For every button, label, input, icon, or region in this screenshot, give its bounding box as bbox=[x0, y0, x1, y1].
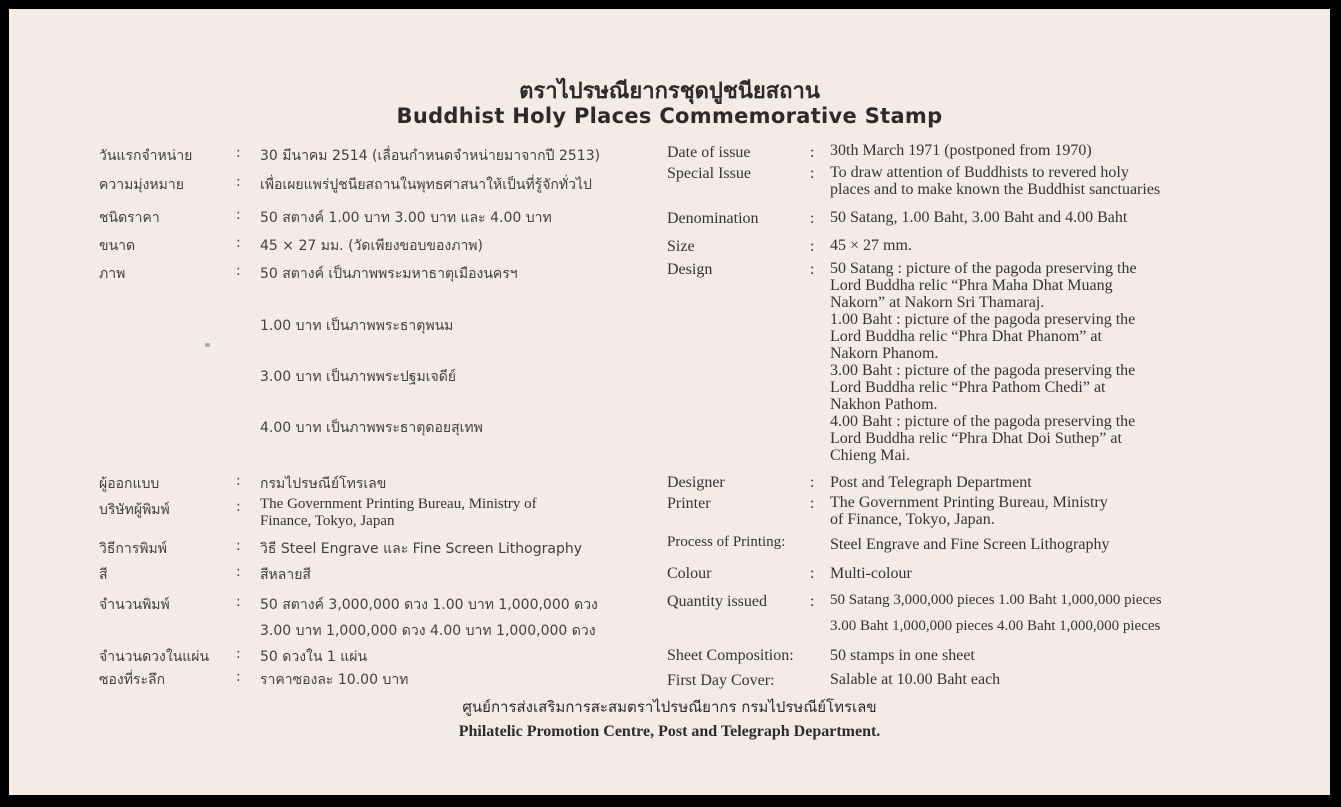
thai-quantity-2: 3.00 บาท 1,000,000 ดวง 4.00 บาท 1,000,000 ดวง bbox=[260, 623, 596, 639]
en-sheet-label: Sheet Composition: bbox=[667, 647, 794, 664]
en-colour-label: Colour bbox=[667, 565, 712, 582]
en-issue-value: 30th March 1971 (postponed from 1970) bbox=[830, 142, 1092, 159]
separator: : bbox=[810, 165, 815, 182]
title-thai: ตราไปรษณียากรชุดปูชนียสถาน bbox=[519, 79, 820, 104]
separator: : bbox=[810, 261, 815, 278]
separator: : bbox=[810, 565, 815, 582]
en-quantity-1: 50 Satang 3,000,000 pieces 1.00 Baht 1,000,000 pieces bbox=[830, 592, 1162, 608]
thai-design-2: 1.00 บาท เป็นภาพพระธาตุพนม bbox=[260, 318, 454, 334]
en-printer-label: Printer bbox=[667, 495, 711, 512]
separator: : bbox=[236, 594, 241, 610]
en-purpose-value: To draw attention of Buddhists to revered holy places and to make known the Buddhist sanctuaries bbox=[830, 164, 1161, 198]
en-designer-label: Designer bbox=[667, 474, 725, 491]
thai-fdc-label: ซองที่ระลึก bbox=[99, 672, 166, 688]
thai-purpose-label: ความมุ่งหมาย bbox=[99, 177, 184, 193]
thai-denom-value: 50 สตางค์ 1.00 บาท 3.00 บาท และ 4.00 บาท bbox=[260, 210, 552, 226]
en-purpose-label: Special Issue bbox=[667, 165, 751, 182]
thai-designer-value: กรมไปรษณีย์โทรเลข bbox=[260, 476, 387, 492]
separator: : bbox=[236, 174, 241, 190]
thai-sheet-value: 50 ดวงใน 1 แผ่น bbox=[260, 649, 368, 665]
en-size-value: 45 × 27 mm. bbox=[830, 237, 912, 254]
stamp-info-card bbox=[9, 9, 1330, 795]
thai-issue-label: วันแรกจำหน่าย bbox=[99, 148, 193, 164]
separator: : bbox=[236, 473, 241, 489]
thai-design-1: 50 สตางค์ เป็นภาพพระมหาธาตุเมืองนครฯ bbox=[260, 266, 518, 282]
en-printer-value: The Government Printing Bureau, Ministry of Finance, Tokyo, Japan. bbox=[830, 494, 1108, 528]
thai-design-3: 3.00 บาท เป็นภาพพระปฐมเจดีย์ bbox=[260, 369, 456, 385]
en-denom-value: 50 Satang, 1.00 Baht, 3.00 Baht and 4.00 Baht bbox=[830, 209, 1128, 226]
separator: : bbox=[236, 235, 241, 251]
thai-printer-value: The Government Printing Bureau, Ministry of Finance, Tokyo, Japan bbox=[260, 496, 537, 529]
separator: : bbox=[236, 538, 241, 554]
paper-speck bbox=[205, 343, 210, 347]
footer-english: Philatelic Promotion Centre, Post and Telegraph Department. bbox=[458, 723, 881, 740]
thai-size-value: 45 × 27 มม. (วัดเพียงขอบของภาพ) bbox=[260, 238, 483, 254]
thai-fdc-value: ราคาซองละ 10.00 บาท bbox=[260, 672, 409, 688]
en-fdc-value: Salable at 10.00 Baht each bbox=[830, 671, 1001, 688]
separator: : bbox=[236, 263, 241, 279]
thai-purpose-value: เพื่อเผยแพร่ปูชนียสถานในพุทธศาสนาให้เป็นที่รู้จักทั่วไป bbox=[260, 177, 592, 193]
separator: : bbox=[810, 495, 815, 512]
en-process-label: Process of Printing: bbox=[667, 534, 786, 550]
en-size-label: Size bbox=[667, 238, 695, 255]
title-english: Buddhist Holy Places Commemorative Stamp bbox=[396, 104, 943, 128]
thai-printer-label: บริษัทผู้พิมพ์ bbox=[99, 502, 170, 518]
separator: : bbox=[236, 646, 241, 662]
separator: : bbox=[236, 669, 241, 685]
separator: : bbox=[810, 593, 815, 610]
en-design-value: 50 Satang : picture of the pagoda preserving the Lord Buddha relic “Phra Maha Dhat Muang Nakorn” at Nakorn Sri Thamaraj. 1.00 Baht : picture of the pagoda preserving the Lord Buddha relic “Phra Dhat Phanom” at Nakorn Phanom. 3.00 Baht : picture of the pagoda preserving the Lord Buddha relic “Phra Pathom Chedi” at Nakhon Pathom. 4.00 Baht : picture of the pagoda preserving the Lord Buddha relic “Phra Dhat Doi Suthep” at Chieng Mai. bbox=[830, 260, 1137, 464]
thai-design-4: 4.00 บาท เป็นภาพพระธาตุดอยสุเทพ bbox=[260, 420, 483, 436]
thai-sheet-label: จำนวนดวงในแผ่น bbox=[99, 649, 210, 665]
en-denom-label: Denomination bbox=[667, 210, 759, 227]
thai-issue-value: 30 มีนาคม 2514 (เลื่อนกำหนดจำหน่ายมาจากปี 2513) bbox=[260, 148, 601, 164]
separator: : bbox=[236, 207, 241, 223]
separator: : bbox=[236, 499, 241, 515]
en-process-value: Steel Engrave and Fine Screen Lithography bbox=[830, 536, 1110, 553]
separator: : bbox=[810, 210, 815, 227]
footer-thai: ศูนย์การส่งเสริมการสะสมตราไปรษณียากร กรมไปรษณีย์โทรเลข bbox=[462, 698, 877, 716]
thai-quantity-1: 50 สตางค์ 3,000,000 ดวง 1.00 บาท 1,000,000 ดวง bbox=[260, 597, 598, 613]
thai-process-label: วิธีการพิมพ์ bbox=[99, 541, 167, 557]
thai-colour-label: สี bbox=[99, 567, 108, 583]
separator: : bbox=[810, 144, 815, 161]
separator: : bbox=[810, 474, 815, 491]
en-sheet-value: 50 stamps in one sheet bbox=[830, 647, 975, 664]
en-colour-value: Multi-colour bbox=[830, 565, 912, 582]
en-quantity-2: 3.00 Baht 1,000,000 pieces 4.00 Baht 1,000,000 pieces bbox=[830, 618, 1161, 634]
en-quantity-label: Quantity issued bbox=[667, 593, 767, 610]
separator: : bbox=[236, 145, 241, 161]
thai-designer-label: ผู้ออกแบบ bbox=[99, 476, 160, 492]
thai-denom-label: ชนิดราคา bbox=[99, 210, 160, 226]
thai-process-value: วิธี Steel Engrave และ Fine Screen Lithography bbox=[260, 541, 582, 557]
separator: : bbox=[236, 564, 241, 580]
thai-quantity-label: จำนวนพิมพ์ bbox=[99, 597, 170, 613]
en-issue-label: Date of issue bbox=[667, 144, 751, 161]
thai-size-label: ขนาด bbox=[99, 238, 136, 254]
thai-colour-value: สีหลายสี bbox=[260, 567, 311, 583]
en-designer-value: Post and Telegraph Department bbox=[830, 474, 1032, 491]
en-design-label: Design bbox=[667, 261, 713, 278]
en-fdc-label: First Day Cover: bbox=[667, 672, 775, 689]
separator: : bbox=[810, 238, 815, 255]
thai-design-label: ภาพ bbox=[99, 266, 126, 282]
